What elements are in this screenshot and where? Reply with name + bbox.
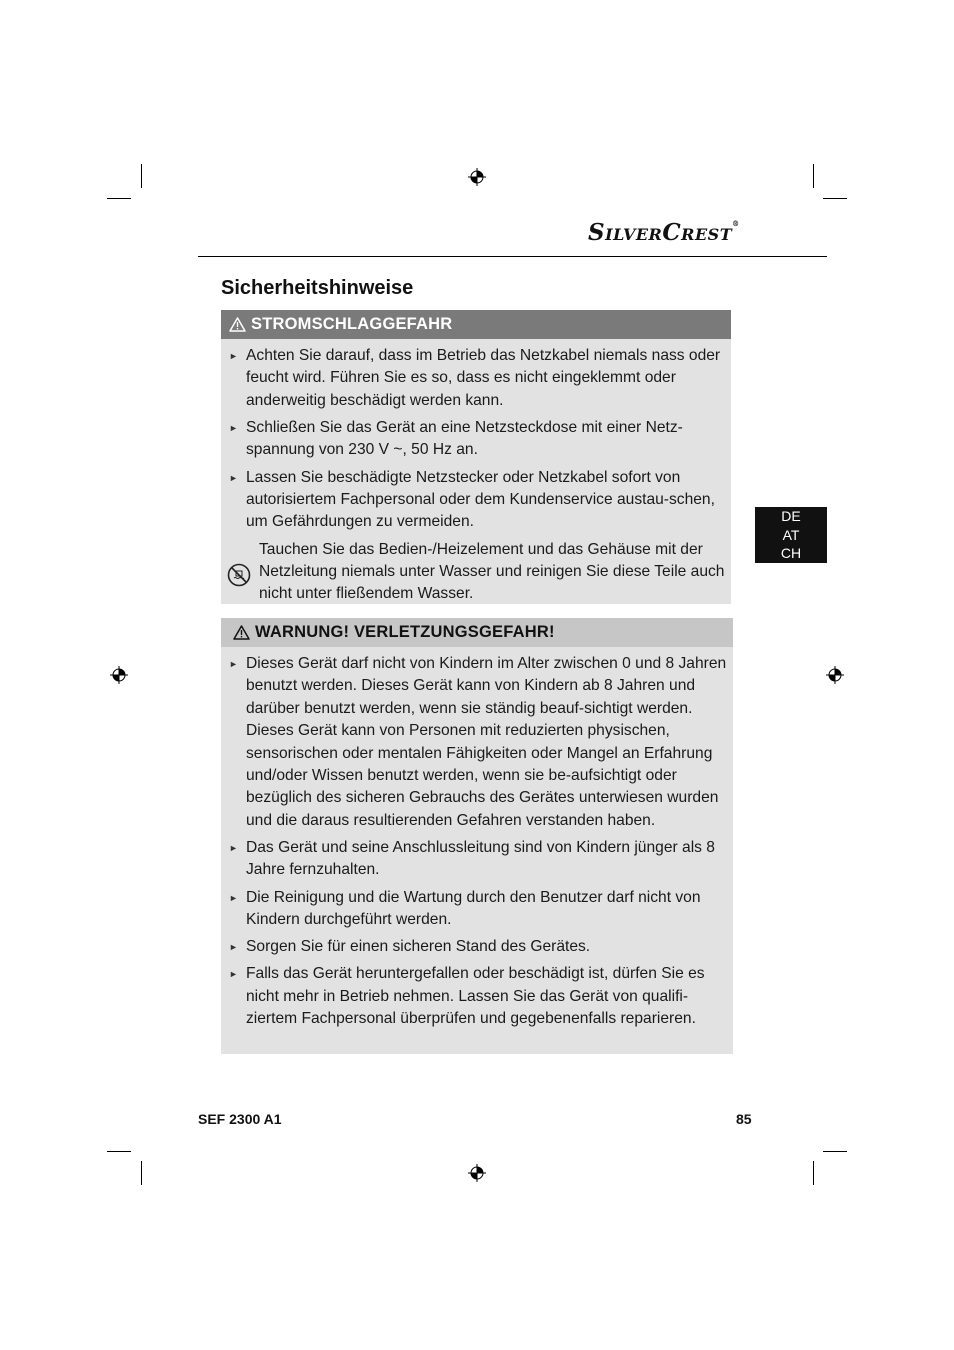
bullet-arrow-icon: ► bbox=[229, 659, 238, 669]
warning-triangle-icon bbox=[233, 625, 250, 640]
header-rule bbox=[198, 256, 827, 257]
crop-mark bbox=[107, 198, 131, 199]
language-code: AT bbox=[782, 526, 800, 543]
list-item: ► Falls das Gerät heruntergefallen oder beschädigt ist, dürfen Sie es nicht mehr in Betrieb nehmen. Lassen Sie das Gerät von qualifi-ziertem Fachpersonal überprüfen und gegebenenfalls reparieren. bbox=[229, 965, 705, 1028]
electric-shock-list bbox=[221, 339, 731, 534]
bullet-arrow-icon: ► bbox=[229, 351, 238, 361]
language-tab bbox=[755, 507, 827, 563]
registration-mark-icon bbox=[468, 1164, 486, 1182]
bullet-arrow-icon: ► bbox=[229, 472, 238, 483]
injury-warning-title: WARNUNG! VERLETZUNGSGEFAHR! bbox=[255, 623, 555, 641]
bullet-arrow-icon: ► bbox=[229, 969, 238, 980]
crop-mark bbox=[107, 1151, 131, 1152]
electric-shock-box bbox=[221, 310, 731, 604]
electric-shock-header bbox=[221, 310, 731, 339]
no-water-immersion-icon bbox=[227, 563, 251, 587]
page-title: Sicherheitshinweise bbox=[221, 277, 414, 299]
list-item: ► Sorgen Sie für einen sicheren Stand des Gerätes. bbox=[221, 936, 733, 958]
bullet-arrow-icon: ► bbox=[229, 843, 238, 854]
injury-warning-box bbox=[221, 618, 733, 1054]
bullet-arrow-icon: ► bbox=[229, 892, 238, 903]
bullet-arrow-icon: ► bbox=[229, 942, 238, 953]
list-item: ► Schließen Sie das Gerät an eine Netzsteckdose mit einer Netz-spannung von 230 V ~, 50 Hz an. bbox=[229, 419, 683, 459]
water-immersion-note: Tauchen Sie das Bedien-/Heizelement und das Gehäuse mit der Netzleitung niemals unter Wasser und reinigen Sie diese Teile auch nicht unter fließendem Wasser. bbox=[221, 539, 731, 606]
electric-shock-title: STROMSCHLAGGEFAHR bbox=[251, 315, 453, 333]
registration-mark-icon bbox=[826, 666, 844, 684]
list-item: ► Dieses Gerät darf nicht von Kindern im Alter zwischen 0 und 8 Jahren benutzt werden. Dieses Gerät kann von Kindern ab 8 Jahren und darüber benutzt werden, wenn sie ständig beauf-sichtigt werden. Dieses Gerät kann von Personen mit reduzierten physischen, sensorischen oder mentalen Fähigkeiten oder Mangel an Erfahrung und/oder Wissen benutzt werden, wenn sie be-aufsichtigt oder bezüglich des sicheren Gebrauchs des Gerätes unterwiesen wurden und die daraus resultierenden Gefahren verstanden haben. bbox=[229, 655, 727, 829]
crop-mark bbox=[813, 164, 814, 188]
crop-mark bbox=[141, 1161, 142, 1185]
bullet-arrow-icon: ► bbox=[229, 423, 238, 434]
list-item: ► Die Reinigung und die Wartung durch den Benutzer darf nicht von Kindern durchgeführt werden. bbox=[229, 888, 701, 929]
crop-mark bbox=[823, 198, 847, 199]
injury-warning-header bbox=[221, 618, 733, 647]
crop-mark bbox=[141, 164, 142, 188]
language-code: CH bbox=[780, 545, 802, 561]
brand-logo: SilverCrest® bbox=[588, 219, 740, 246]
footer-page-number: 85 bbox=[736, 1111, 752, 1127]
crop-mark bbox=[813, 1161, 814, 1185]
list-item: ► Achten Sie darauf, dass im Betrieb das Netzkabel niemals nass oder feucht wird. Führen Sie es so, dass es nicht eingeklemmt oder anderweitig beschädigt werden kann. bbox=[229, 347, 721, 409]
language-code: DE bbox=[781, 508, 801, 524]
list-item: ► Das Gerät und seine Anschlussleitung sind von Kindern jünger als 8 Jahre fernzuhalten. bbox=[229, 839, 715, 879]
injury-warning-list bbox=[221, 647, 733, 1031]
footer-model-number: SEF 2300 A1 bbox=[198, 1111, 282, 1127]
crop-mark bbox=[823, 1151, 847, 1152]
registration-mark-icon bbox=[468, 168, 486, 186]
list-item: ► Lassen Sie beschädigte Netzstecker oder Netzkabel sofort von autorisiertem Fachpersonal oder dem Kundenservice austau-schen, um Gefährdungen zu vermeiden. bbox=[229, 468, 715, 531]
warning-triangle-icon bbox=[229, 317, 246, 332]
registration-mark-icon bbox=[110, 666, 128, 684]
